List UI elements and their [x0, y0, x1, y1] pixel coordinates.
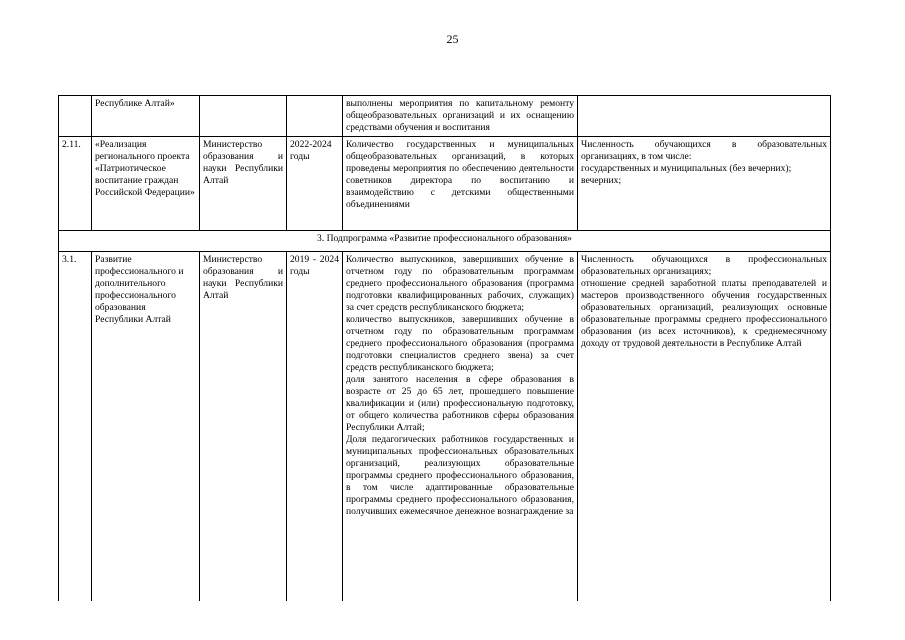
- indicator-text: Доля педагогических работников государственных и муниципальных профессиональных образовательных организаций, реализующих образовательные программы среднего профессионального образования, в том числе адаптированные образовательные программы среднего профессионального образования, получивших ежемесячное денежное вознаграждение за: [346, 434, 574, 517]
- cell-name: Республике Алтай»: [92, 96, 200, 137]
- page-number: 25: [446, 32, 459, 46]
- target-text: отношение средней заработной платы преподавателей и мастеров производственного обучения государственных образовательных организаций, реализующих основные образовательные программы среднего профессионального образования (из всех источников), к среднемесячному доходу от трудовой деятельности в Республике Алтай: [581, 278, 827, 349]
- cell-num: 3.1.: [59, 252, 92, 602]
- cell-name: Развитие профессионального и дополнительного профессионального образования Республики Алтай: [92, 252, 200, 602]
- cell-executor: Министерство образования и науки Республики Алтай: [200, 252, 287, 602]
- cell-executor: Министерство образования и науки Республики Алтай: [200, 137, 287, 231]
- cell-period: 2022-2024 годы: [287, 137, 343, 231]
- cell-period: [287, 96, 343, 137]
- target-text: вечерних;: [581, 175, 622, 186]
- indicator-text: выполнены мероприятия по капитальному ремонту общеобразовательных организаций и их оснащению средствами обучения и воспитания: [346, 98, 574, 133]
- cell-name: «Реализация регионального проекта «Патриотическое воспитание граждан Российской Федерации»: [92, 137, 200, 231]
- indicator-text: Количество государственных и муниципальных общеобразовательных организаций, в которых проведены мероприятия по обеспечению деятельности советников директора по воспитанию и взаимодействию с детскими общественными объединениями: [346, 139, 574, 210]
- cell-indicators: [343, 96, 578, 137]
- cell-indicators: [343, 137, 578, 231]
- target-text: Численность обучающихся в профессиональных образовательных организациях;: [581, 254, 827, 277]
- table-row: [59, 96, 831, 137]
- cell-targets: [578, 137, 831, 231]
- cell-targets: [578, 96, 831, 137]
- indicator-text: доля занятого населения в сфере образования в возрасте от 25 до 65 лет, прошедшего повышение квалификации и (или) профессиональную подготовку, от общего количества работников сферы образования Республики Алтай;: [346, 374, 574, 433]
- indicator-text: Количество выпускников, завершивших обучение в отчетном году по образовательным программам среднего профессионального образования (программа подготовки квалифицированных рабочих, служащих) за счет средств республиканского бюджета;: [346, 254, 574, 313]
- cell-executor: [200, 96, 287, 137]
- cell-num: 2.11.: [59, 137, 92, 231]
- program-table: [58, 95, 831, 601]
- cell-indicators: [343, 252, 578, 602]
- section-row: [59, 231, 831, 252]
- target-text: Численность обучающихся в образовательных организациях, в том числе:: [581, 139, 827, 162]
- table-row: [59, 252, 831, 602]
- cell-period: 2019 - 2024 годы: [287, 252, 343, 602]
- table-row: [59, 137, 831, 231]
- indicator-text: количество выпускников, завершивших обучение в отчетном году по образовательным программам среднего профессионального образования (программа подготовки специалистов среднего звена) за счет средств республиканского бюджета;: [346, 314, 574, 373]
- target-text: государственных и муниципальных (без вечерних);: [581, 163, 792, 174]
- section-heading: 3. Подпрограмма «Развитие профессионального образования»: [59, 231, 831, 252]
- cell-num: [59, 96, 92, 137]
- cell-targets: [578, 252, 831, 602]
